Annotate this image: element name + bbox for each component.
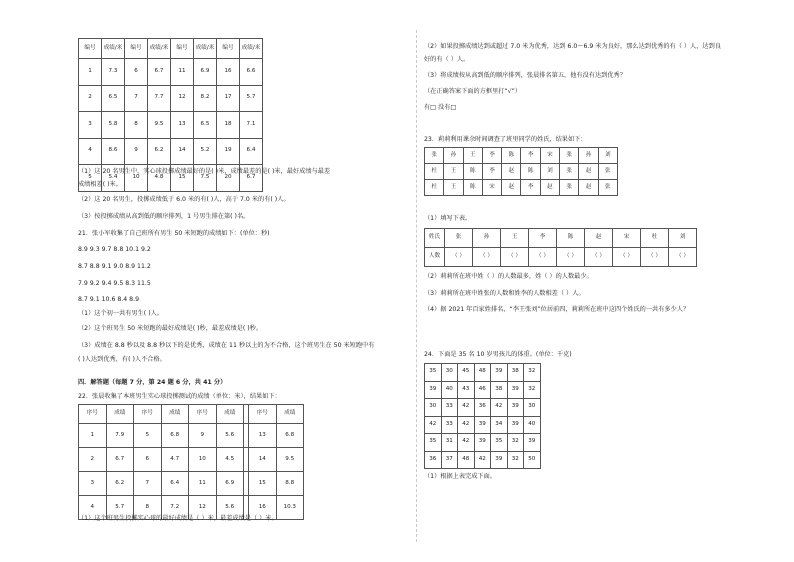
table-cell: 5 (79, 165, 102, 192)
q22-part1: （1）这个班男生投掷实心球的最好成绩是（ ）米，最差成绩是（ ）米。 (78, 515, 278, 522)
q24-title: 24．下面是 35 名 10 岁男孩儿的体重。(单位：千克) (424, 351, 572, 358)
table-cell: 12 (171, 85, 194, 112)
q20-part1-line2: 成绩相差( )米。 (78, 181, 122, 188)
table-cell: 1 (79, 59, 102, 86)
column-divider (416, 30, 417, 542)
q20-part3: （3）按投掷成绩从高到低的顺序排列，1 号男生排在第( )名。 (78, 213, 250, 220)
table-cell: 2 (79, 448, 107, 472)
table-cell: 7.1 (240, 112, 263, 139)
table-cell: 6.9 (194, 59, 217, 86)
q24-part1: （1）根据上表完成下面。 (424, 473, 496, 480)
table-cell: 11 (189, 472, 217, 496)
q20-part2: （2）这 20 名男生，投掷成绩低于 6.0 米的有( )人，高于 7.0 米的有( )人。 (78, 196, 290, 203)
table-cell: 11 (171, 59, 194, 86)
table-cell: 33 (441, 416, 458, 434)
table-cell: 赵 (579, 164, 598, 180)
table-cell: 42 (425, 416, 442, 434)
table-cell: 32 (524, 364, 541, 382)
table-cell: 7.2 (161, 496, 189, 520)
table-cell: 5.7 (106, 496, 134, 520)
table-cell: 5.8 (102, 112, 125, 139)
table-cell: 8.2 (194, 85, 217, 112)
surname-survey-table (424, 147, 618, 196)
table-row (425, 164, 618, 180)
table-cell: 30 (441, 364, 458, 382)
table-cell: 4 (79, 496, 107, 520)
q22-part2-line1: （2）如果投掷成绩达到或超过 7.0 米为优秀，达到 6.0～6.9 米为良好，那么达到优秀的有（ ）人，达到良 (424, 43, 721, 50)
table-cell: 陈 (557, 229, 585, 248)
table-cell: 宋 (613, 229, 641, 248)
table-row (79, 112, 263, 139)
table-cell: 6.4 (240, 138, 263, 165)
table-cell: 李 (529, 229, 557, 248)
table-cell: 5.7 (240, 85, 263, 112)
table-cell: 6 (134, 448, 162, 472)
table-cell: （ ） (529, 248, 557, 267)
table-cell: 35 (425, 434, 442, 452)
table-cell: 编号 (79, 39, 102, 59)
table-cell: 序号 (79, 405, 107, 424)
table-row (79, 138, 263, 165)
table-row (425, 434, 541, 452)
table-cell: 39 (425, 381, 442, 399)
table-cell: 8 (125, 112, 148, 139)
table-cell: 宋 (540, 148, 559, 164)
table-cell: （ ） (557, 248, 585, 267)
table-cell: 刘 (598, 148, 617, 164)
table-cell: 4.7 (161, 448, 189, 472)
table-cell: 16 (249, 496, 277, 520)
table-cell: 50 (524, 451, 541, 469)
table-cell: 39 (524, 434, 541, 452)
table-cell: 36 (425, 451, 442, 469)
table-cell: 7 (125, 85, 148, 112)
table-cell: 孙 (444, 148, 463, 164)
table-cell: 20 (217, 165, 240, 192)
q21-title: 21．张小军收集了自己班所有男生 50 米短跑的成绩如下：(单位：秒) (78, 230, 270, 237)
table-cell: 46 (474, 381, 491, 399)
table-cell: 张 (445, 229, 473, 248)
table-row (425, 248, 697, 267)
table-cell: 赵 (502, 164, 521, 180)
table-row (425, 451, 541, 469)
table-cell: 1 (79, 424, 107, 448)
q22-part3: （3）将成绩按从高到低的顺序排列，张晨排名第五，他有没有达到优秀？ (424, 72, 626, 79)
table-cell: 7 (134, 472, 162, 496)
table-cell: 6.5 (194, 112, 217, 139)
table-cell: 15 (171, 165, 194, 192)
table-cell: 10 (125, 165, 148, 192)
table-cell: 成绩 (216, 405, 244, 424)
table-cell: 39 (507, 399, 524, 417)
table-cell: 6.2 (106, 472, 134, 496)
table-cell: 6.7 (240, 165, 263, 192)
table-cell: 6.6 (240, 59, 263, 86)
table-row (79, 424, 304, 448)
table-cell: 张 (598, 164, 617, 180)
table-cell: 7.3 (102, 59, 125, 86)
table-cell: 13 (171, 112, 194, 139)
table-cell: 成绩 (276, 405, 304, 424)
q23-part4: （4）据 2021 年百家姓排名，“李王张刘”位居前四，莉莉所在班中这四个姓氏的一共有多少人？ (424, 306, 690, 313)
table-cell: 9 (125, 138, 148, 165)
table-cell: 30 (524, 399, 541, 417)
table-cell: 陈 (521, 164, 540, 180)
table-cell: 杜 (641, 229, 669, 248)
table-cell: 10 (189, 448, 217, 472)
table-cell: 张 (598, 180, 617, 196)
table-cell: 张 (560, 148, 579, 164)
table-cell: 张 (560, 164, 579, 180)
table-cell: 16 (217, 59, 240, 86)
table-cell: 39 (474, 434, 491, 452)
q21-data-row: 8.9 9.3 9.7 8.8 10.1 9.2 (78, 246, 151, 253)
table-cell: 48 (474, 364, 491, 382)
table-row (79, 472, 304, 496)
table-cell: 成绩 (106, 405, 134, 424)
table-cell: 30 (425, 399, 442, 417)
table-cell: 18 (217, 112, 240, 139)
table-cell: 编号 (125, 39, 148, 59)
table-cell: 李 (482, 148, 501, 164)
table-cell: 42 (458, 399, 475, 417)
table-cell: 7.9 (106, 424, 134, 448)
table-cell: 32 (507, 451, 524, 469)
table-cell: 8 (134, 496, 162, 520)
table-row (425, 148, 618, 164)
table-cell: 19 (217, 138, 240, 165)
table-cell: 38 (507, 364, 524, 382)
table-cell: 成绩/米 (194, 39, 217, 59)
table-cell: 39 (474, 416, 491, 434)
table-cell: 15 (249, 472, 277, 496)
table-cell: 5.6 (216, 496, 244, 520)
table-cell: 8.8 (276, 472, 304, 496)
table-cell: 5.2 (194, 138, 217, 165)
q22-part2-line2: 好的有（ ）人。 (424, 56, 470, 63)
table-cell: 刘 (540, 164, 559, 180)
table-cell: 5.6 (216, 424, 244, 448)
table-cell: 35 (425, 364, 442, 382)
table-cell: 8.6 (102, 138, 125, 165)
weight-table (424, 363, 541, 469)
table-cell: （ ） (445, 248, 473, 267)
table-cell: 36 (474, 399, 491, 417)
table-cell: 孙 (473, 229, 501, 248)
table-cell: 王 (501, 229, 529, 248)
table-cell: 赵 (585, 229, 613, 248)
table-row (425, 416, 541, 434)
table-cell: 10.3 (276, 496, 304, 520)
table-cell: 39 (507, 381, 524, 399)
table-cell: 42 (474, 451, 491, 469)
table-cell: 45 (458, 364, 475, 382)
table-cell: 37 (441, 451, 458, 469)
table-cell: 王 (463, 148, 482, 164)
q21-data-row: 7.9 9.2 9.4 9.5 8.3 11.5 (78, 280, 151, 287)
table-cell: 12 (189, 496, 217, 520)
table-header-row (425, 229, 697, 248)
table-cell: 32 (524, 381, 541, 399)
table-cell: 9.5 (148, 112, 171, 139)
q23-part1: （1）填写下表。 (424, 215, 472, 222)
table-cell: （ ） (669, 248, 697, 267)
table-row (79, 59, 263, 86)
table-cell: 赵 (579, 180, 598, 196)
table-cell: 31 (441, 434, 458, 452)
table-cell: 4.5 (216, 448, 244, 472)
table-cell: （ ） (585, 248, 613, 267)
table-cell: 32 (507, 434, 524, 452)
q21-part2: （2）这个班男生 50 米短跑的最好成绩是( )秒，最差成绩是( )秒。 (78, 325, 263, 332)
table-row (425, 364, 541, 382)
table-cell: 张 (560, 180, 579, 196)
table-row (425, 399, 541, 417)
table-cell: 14 (171, 138, 194, 165)
table-cell: 3 (79, 112, 102, 139)
table-cell: 2 (79, 85, 102, 112)
table-cell: 杜 (425, 180, 444, 196)
section-heading: 四．解答题（每题 7 分，第 24 题 6 分，共 41 分） (78, 379, 227, 386)
table-cell: （ ） (501, 248, 529, 267)
table-cell: 序号 (134, 405, 162, 424)
table-cell: 9 (189, 424, 217, 448)
table-cell: 人数 (425, 248, 445, 267)
table-cell: 成绩/米 (102, 39, 125, 59)
table-cell: 6.9 (216, 472, 244, 496)
table-cell: 6.7 (148, 59, 171, 86)
q20-part1-line1: （1）这 20 名男生中，实心球投掷成绩最好的是( )米，成绩最差的是( )米，最好成绩与最差 (78, 168, 331, 175)
table-cell: （ ） (473, 248, 501, 267)
table-cell: 成绩 (161, 405, 189, 424)
table-cell: 序号 (189, 405, 217, 424)
q21-data-row: 8.7 8.8 9.1 9.0 8.9 11.2 (78, 263, 151, 270)
table-cell: 李 (521, 180, 540, 196)
table-cell: 42 (491, 399, 508, 417)
table-cell: 3 (79, 472, 107, 496)
table-cell: 6.8 (276, 424, 304, 448)
table-cell: 赵 (502, 180, 521, 196)
q21-part3-line1: （3）成绩在 8.8 秒以及 8.8 秒以下的是优秀，成绩在 11 秒以上的为不合格，这个班男生在 50 米短跑中有 (78, 342, 375, 349)
table-cell: （ ） (613, 248, 641, 267)
table-cell: 35 (491, 434, 508, 452)
table-cell: 40 (441, 381, 458, 399)
table-row (425, 180, 618, 196)
surname-count-table (424, 228, 697, 267)
table-cell: 6 (125, 59, 148, 86)
table-cell: 39 (507, 416, 524, 434)
table-cell: 39 (491, 451, 508, 469)
table-cell: 姓氏 (425, 229, 445, 248)
table-cell: 序号 (249, 405, 277, 424)
table-cell: 7.7 (148, 85, 171, 112)
table-cell: 34 (491, 416, 508, 434)
table-cell: 孙 (579, 148, 598, 164)
table-cell: 14 (249, 448, 277, 472)
table-cell: 赵 (540, 180, 559, 196)
table-cell: 张 (425, 148, 444, 164)
table-cell: 刘 (669, 229, 697, 248)
table-cell: 成绩/米 (148, 39, 171, 59)
table-cell: 9.5 (276, 448, 304, 472)
q23-part3: （3）莉莉所在班中姓张的人数和姓李的人数相差（ ）人。 (424, 290, 585, 297)
q23-part2: （2）莉莉所在班中姓（ ）的人数最多，姓（ ）的人数最少。 (424, 273, 593, 280)
table-cell: （ ） (641, 248, 669, 267)
table-cell: 6.5 (102, 85, 125, 112)
table-cell: 33 (441, 399, 458, 417)
table-cell: 杜 (425, 164, 444, 180)
table-cell: 43 (458, 381, 475, 399)
q21-part1: （1）这个初一共有男生( )人。 (78, 310, 163, 317)
table-cell: 成绩/米 (240, 39, 263, 59)
table-row (425, 381, 541, 399)
table-cell: 陈 (463, 164, 482, 180)
table-cell: 宋 (482, 180, 501, 196)
table-cell: 42 (458, 434, 475, 452)
table-cell: 38 (491, 381, 508, 399)
q23-title: 23．莉莉利用课余时间调查了班里同学的姓氏，结果如下： (424, 136, 587, 143)
table-cell: 5.4 (102, 165, 125, 192)
table-cell: 48 (458, 451, 475, 469)
table-header-row (79, 405, 304, 424)
table-cell: 4.8 (148, 165, 171, 192)
table-cell: 13 (249, 424, 277, 448)
table-cell: 6.8 (161, 424, 189, 448)
q21-data-row: 8.7 9.1 10.6 8.4 8.9 (78, 296, 140, 303)
table-cell: 42 (458, 416, 475, 434)
table-cell: 40 (524, 416, 541, 434)
table-cell: 王 (444, 164, 463, 180)
table-cell: 编号 (217, 39, 240, 59)
table-cell: 6.7 (106, 448, 134, 472)
table-cell: 陈 (463, 180, 482, 196)
q21-part3-line2: ( )人达到优秀，有( )人不合格。 (78, 356, 166, 363)
table-cell: 王 (444, 180, 463, 196)
q22-part3-options: 有□ 没有□ (424, 104, 457, 111)
table-cell: 4 (79, 138, 102, 165)
table-header-row (79, 39, 263, 59)
q22-title: 22．张晨收集了本班男生实心球投掷测试的成绩（单位：米），结果如下： (78, 393, 281, 400)
table-cell: 5 (134, 424, 162, 448)
table-cell: 6.2 (148, 138, 171, 165)
table-cell: 陈 (502, 148, 521, 164)
q22-part3-hint: （在正确答案下面的方框里打“√”） (424, 88, 521, 95)
table-row (79, 448, 304, 472)
shotput-table-16 (78, 404, 304, 520)
table-row (79, 85, 263, 112)
table-cell: 17 (217, 85, 240, 112)
table-cell: 6.4 (161, 472, 189, 496)
table-cell: 39 (491, 364, 508, 382)
table-cell: 李 (521, 148, 540, 164)
table-cell: 7.5 (194, 165, 217, 192)
table-cell: 李 (482, 164, 501, 180)
table-cell: 编号 (171, 39, 194, 59)
